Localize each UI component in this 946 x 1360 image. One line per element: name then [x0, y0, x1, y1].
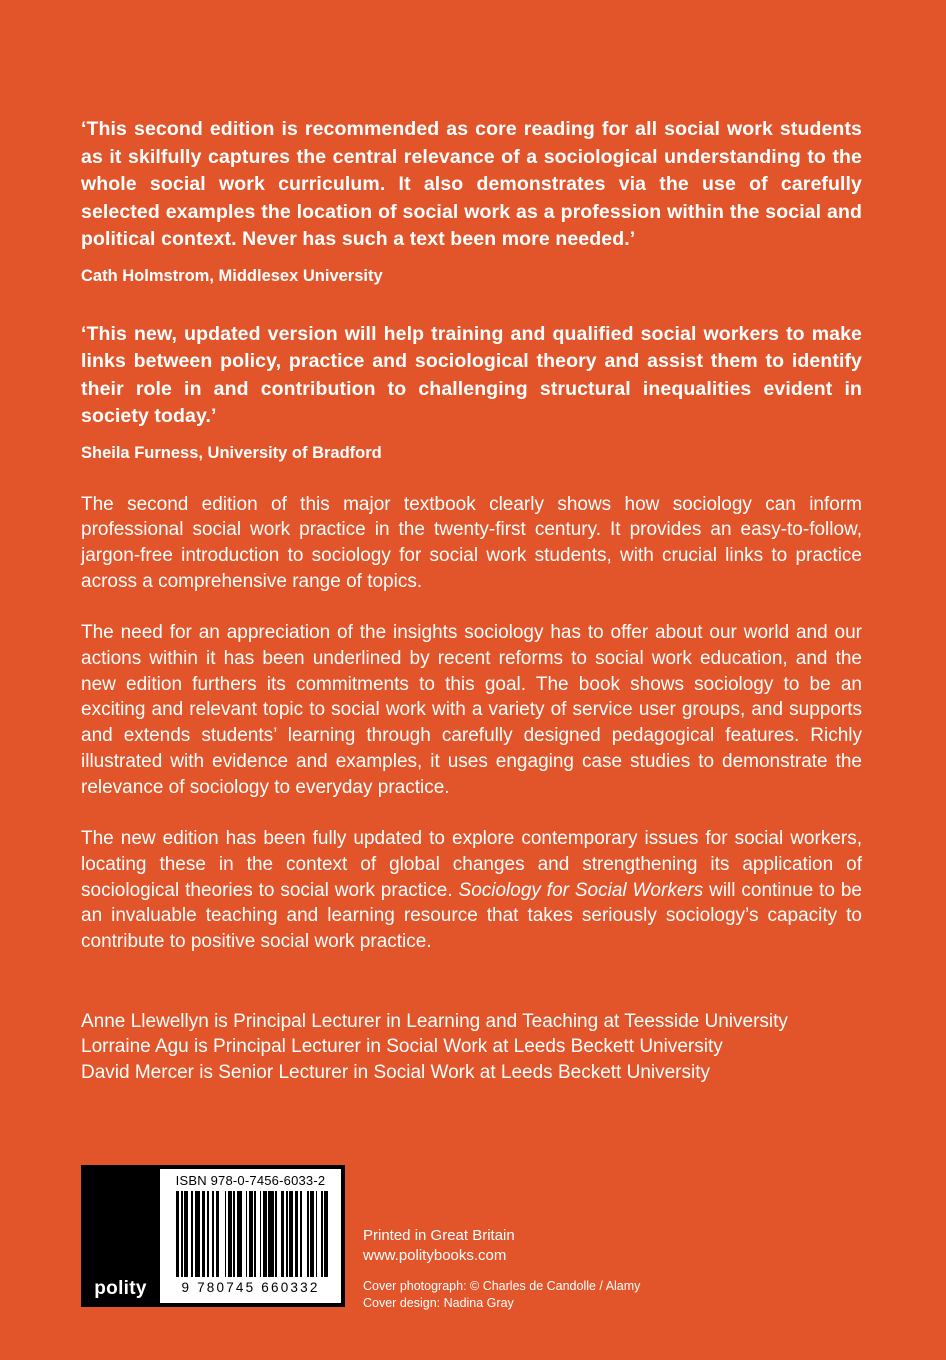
description-paragraph-1: The second edition of this major textbook clearly shows how sociology can inform professional social work practice in the twenty-first century. It provides an easy-to-follow, jargon-free introduction to sociology for social work students, with crucial links to practice across a comprehensive range of topics.: [81, 493, 862, 592]
endorsement-quote-2: ‘This new, updated version will help training and qualified social workers to make links between policy, practice and sociological theory and assist them to identify their role in and contribution to challenging structural inequalities evident in society today.’: [81, 322, 862, 427]
imprint-block: [363, 1226, 640, 1312]
author-bios: [81, 1009, 862, 1086]
printed-in-line: Printed in Great Britain: [363, 1227, 515, 1244]
isbn-label: ISBN 978-0-7456-6033-2: [175, 1173, 326, 1188]
endorsement-attribution-2: Sheila Furness, University of Bradford: [81, 443, 382, 462]
barcode-image: [170, 1191, 335, 1277]
cover-design-credit: Cover design: Nadina Gray: [363, 1296, 514, 1310]
author-bio-line: Lorraine Agu is Principal Lecturer in Social Work at Leeds Beckett University: [81, 1036, 723, 1058]
description-paragraph-3: [81, 826, 862, 955]
book-title-italic: Sociology for Social Workers: [458, 879, 704, 901]
barcode-panel: [160, 1169, 341, 1303]
cover-photograph-credit: Cover photograph: © Charles de Candolle / Alamy: [363, 1279, 641, 1293]
endorsement-attribution-1: Cath Holmstrom, Middlesex University: [81, 266, 383, 285]
description-paragraph-3-text: The new edition has been fully updated to explore contemporary issues for social workers, locating these in the context of global changes and strengthening its application of sociological theories to social work practice.: [81, 828, 862, 901]
author-bio-line: Anne Llewellyn is Principal Lecturer in Learning and Teaching at Teesside University: [81, 1010, 788, 1032]
publisher-logo: polity: [94, 1278, 147, 1299]
description-paragraph-3-text-end: will continue to be an invaluable teaching and learning resource that takes seriously sociology’s capacity to contribute to positive social work practice.: [81, 879, 862, 953]
publisher-website: www.politybooks.com: [363, 1246, 507, 1264]
cover-credits: [363, 1278, 640, 1312]
endorsement-quote-1: ‘This second edition is recommended as core reading for all social work students as it skilfully captures the central relevance of a sociological understanding to the whole social work curriculum. It also demonstrates via the use of carefully selected examples the location of social work as a profession within the social and political context. Never has such a text been more needed.’: [81, 118, 862, 250]
description-paragraph-2: The need for an appreciation of the insights sociology has to offer about our world and our actions within it has been underlined by recent reforms to social work education, and the new edition furthers its commitments to this goal. The book shows sociology to be an exciting and relevant topic to social work with a variety of service user groups, and supports and extends students’ learning through carefully designed pedagogical features. Richly illustrated with evidence and examples, it uses engaging case studies to demonstrate the relevance of sociology to everyday practice.: [81, 622, 862, 798]
barcode-block: [81, 1165, 345, 1307]
author-bio-line: David Mercer is Senior Lecturer in Social Work at Leeds Beckett University: [81, 1062, 711, 1084]
barcode-digits: 9 780745 660332: [181, 1280, 320, 1295]
